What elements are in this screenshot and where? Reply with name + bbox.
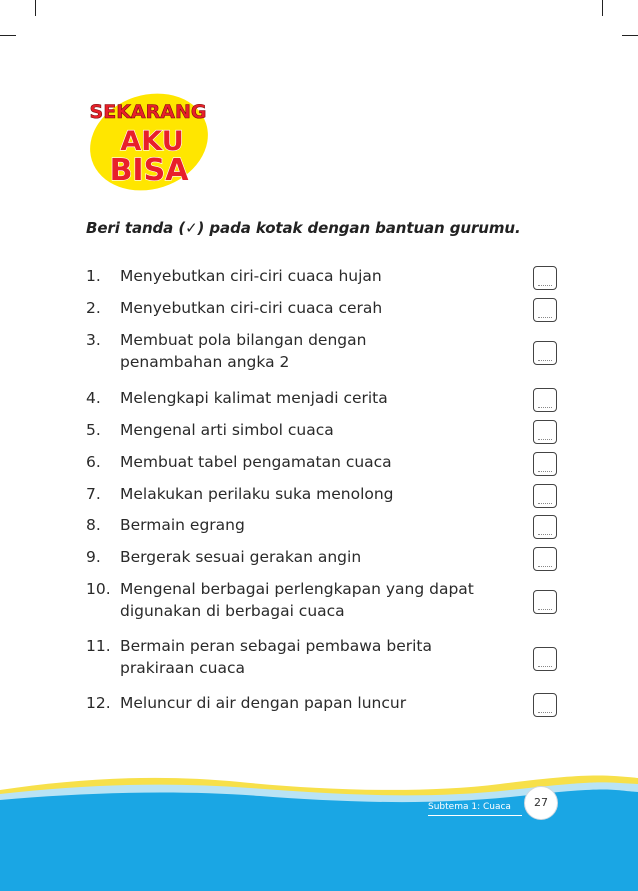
item-text — [120, 297, 520, 319]
item-text-line: digunakan di berbagai cuaca — [120, 602, 345, 620]
item-text-line: prakiraan cuaca — [120, 659, 245, 677]
item-text — [120, 635, 520, 679]
badge-line3: BISA — [109, 153, 189, 188]
item-number: 12. — [86, 694, 111, 712]
item-number: 7. — [86, 485, 101, 503]
wave-graphic — [0, 760, 638, 891]
item-text-line: Meluncur di air dengan papan luncur — [120, 694, 407, 712]
item-text-line: penambahan angka 2 — [120, 353, 290, 371]
item-text-line: Mengenal arti simbol cuaca — [120, 421, 334, 439]
item-number: 1. — [86, 267, 101, 285]
item-text-line: Membuat tabel pengamatan cuaca — [120, 453, 392, 471]
checkbox[interactable] — [533, 298, 557, 322]
crop-mark-top-left-h — [0, 35, 16, 36]
crop-mark-top-right-v — [602, 0, 603, 16]
footer-wave — [0, 760, 638, 891]
checkbox[interactable] — [533, 547, 557, 571]
item-number: 5. — [86, 421, 101, 439]
item-number: 6. — [86, 453, 101, 471]
crop-mark-top-left-v — [35, 0, 36, 16]
item-text — [120, 578, 520, 622]
item-number: 10. — [86, 580, 111, 598]
checkbox[interactable] — [533, 590, 557, 614]
item-text — [120, 514, 520, 536]
item-text — [120, 451, 520, 473]
checkbox[interactable] — [533, 388, 557, 412]
item-number: 2. — [86, 299, 101, 317]
item-number: 4. — [86, 389, 101, 407]
checkbox[interactable] — [533, 693, 557, 717]
item-text-line: Bergerak sesuai gerakan angin — [120, 548, 362, 566]
checkbox[interactable] — [533, 420, 557, 444]
sekarang-aku-bisa-badge — [86, 88, 212, 192]
crop-mark-top-right-h — [622, 35, 638, 36]
item-number: 3. — [86, 331, 101, 349]
subtema-underline — [428, 815, 522, 816]
subtema-label: Subtema 1: Cuaca — [428, 802, 511, 812]
instruction-after: ) pada kotak dengan bantuan gurumu. — [197, 219, 521, 237]
instruction-text — [86, 219, 521, 237]
checkbox[interactable] — [533, 484, 557, 508]
checkbox[interactable] — [533, 341, 557, 365]
instruction-before: Beri tanda ( — [86, 219, 186, 237]
item-text-line: Mengenal berbagai perlengkapan yang dapat — [120, 580, 474, 598]
check-mark-icon: ✓ — [185, 219, 198, 237]
badge-graphic — [86, 88, 212, 192]
item-text — [120, 483, 520, 505]
item-text — [120, 546, 520, 568]
item-text — [120, 419, 520, 441]
badge-line1: SEKARANG — [89, 101, 207, 123]
item-text — [120, 692, 520, 714]
checkbox[interactable] — [533, 515, 557, 539]
checkbox[interactable] — [533, 266, 557, 290]
item-text-line: Bermain egrang — [120, 516, 245, 534]
checkbox[interactable] — [533, 647, 557, 671]
item-text-line: Membuat pola bilangan dengan — [120, 331, 367, 349]
item-text — [120, 265, 520, 287]
item-text-line: Menyebutkan ciri-ciri cuaca hujan — [120, 267, 382, 285]
item-text — [120, 329, 520, 373]
page-number: 27 — [524, 786, 558, 820]
item-number: 11. — [86, 637, 111, 655]
item-text-line: Melengkapi kalimat menjadi cerita — [120, 389, 388, 407]
item-number: 8. — [86, 516, 101, 534]
badge-line2: AKU — [120, 126, 184, 157]
item-text-line: Bermain peran sebagai pembawa berita — [120, 637, 432, 655]
item-text-line: Melakukan perilaku suka menolong — [120, 485, 394, 503]
item-text — [120, 387, 520, 409]
item-text-line: Menyebutkan ciri-ciri cuaca cerah — [120, 299, 383, 317]
item-number: 9. — [86, 548, 101, 566]
checkbox[interactable] — [533, 452, 557, 476]
